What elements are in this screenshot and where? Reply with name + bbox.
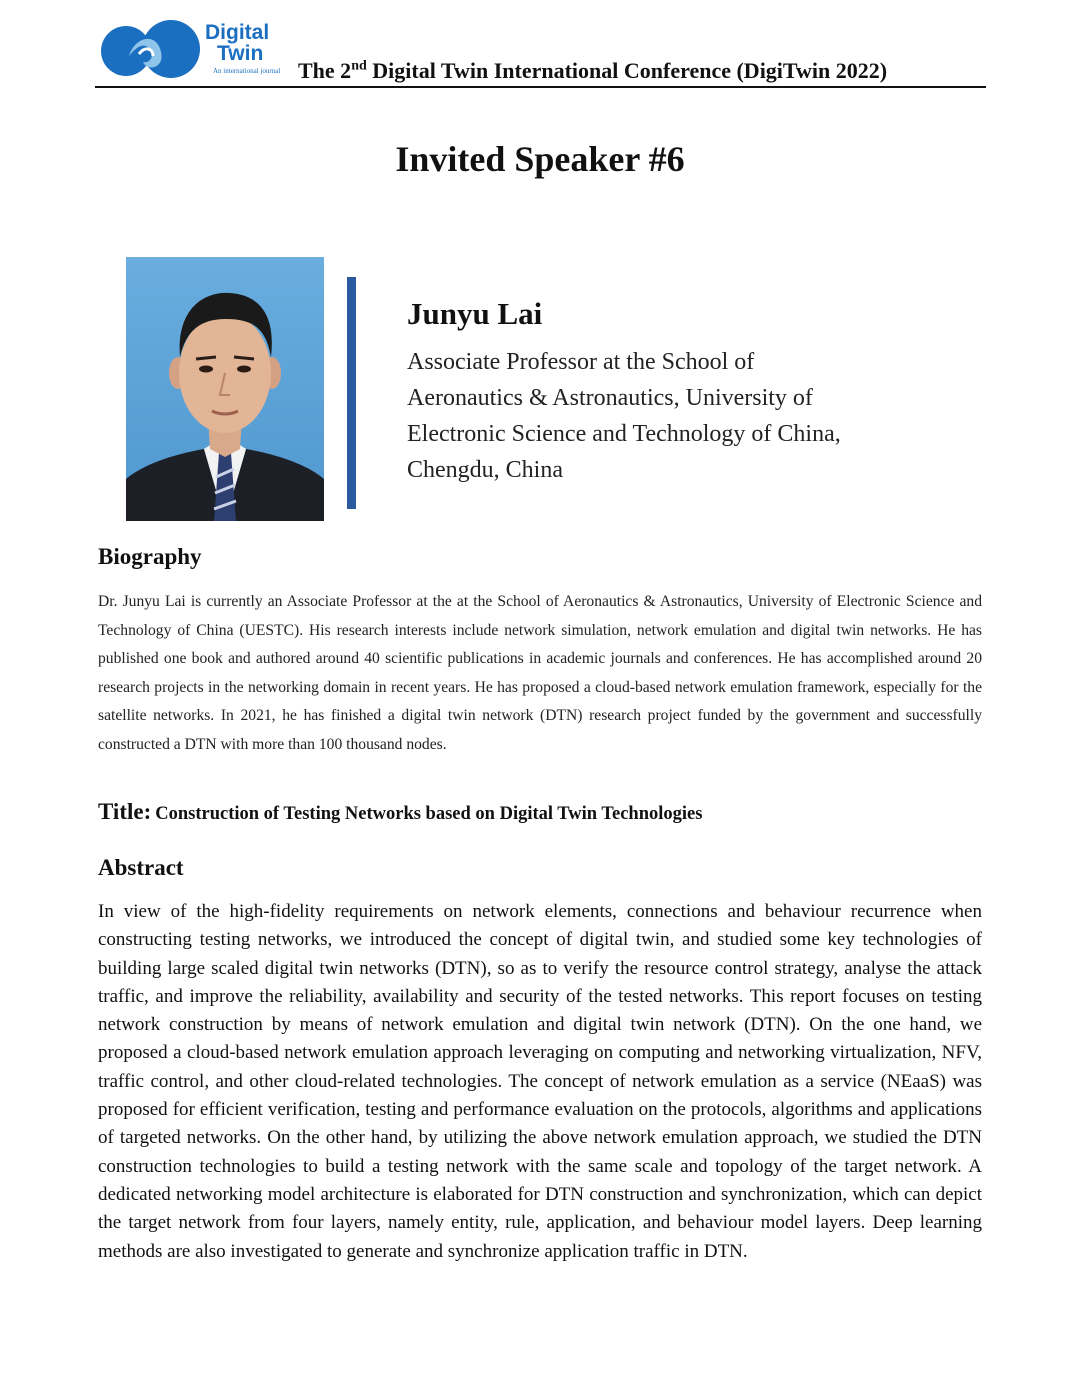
digital-twin-logo-icon [99,18,205,80]
talk-title-text: Construction of Testing Networks based on Digital Twin Technologies [155,804,703,824]
conference-title-prefix: The 2 [298,58,352,83]
page-title: Invited Speaker #6 [395,139,685,179]
affiliation-line: Electronic Science and Technology of China, [407,421,841,447]
biography-heading: Biography [98,544,202,569]
abstract-heading: Abstract [98,855,184,880]
header-divider [95,86,986,88]
speaker-portrait-icon [126,257,324,521]
speaker-affiliation [407,344,927,488]
conference-ordinal-suffix: nd [351,58,367,74]
logo-tagline: An international journal [213,67,281,75]
logo-word-digital: Digital [205,21,270,44]
conference-title-suffix: Digital Twin International Conference (DigiTwin 2022) [366,58,888,83]
conference-title [298,58,887,84]
abstract-text: In view of the high-fidelity requirements on network elements, connections and behaviour recurrence when constructing testing networks, we introduced the concept of digital twin, and studied some key technologies of building large scaled digital twin networks (DTN), so as to verify the resource control strategy, analyse the attack traffic, and improve the reliability, availability and security of the tested networks. This report focuses on testing network construction by means of network emulation and digital twin network (DTN). On the one hand, we proposed a cloud-based network emulation approach leveraging on computing and networking virtualization, NFV, traffic control, and other cloud-related technologies. The concept of network emulation as a service (NEaaS) was proposed for efficient verification, testing and performance evaluation on the protocols, algorithms and applications of targeted networks. On the other hand, by utilizing the above network emulation approach, we studied the DTN construction technologies to build a testing network with the same scale and topology of the target network. A dedicated networking model architecture is elaborated for DTN construction and synchronization, which can depict the target network from four layers, namely entity, rule, application, and behaviour model layers. Deep learning methods are also investigated to generate and synchronize application traffic in DTN. [98,901,982,1262]
speaker-name: Junyu Lai [407,296,543,331]
talk-title [98,799,702,825]
journal-logo [99,14,289,80]
affiliation-line: Associate Professor at the School of [407,349,755,375]
talk-title-label: Title: [98,799,152,824]
logo-word-twin: Twin [217,42,264,65]
biography-text: Dr. Junyu Lai is currently an Associate Professor at the at the School of Aeronautics & Astronautics, University of Electronic Science and Technology of China (UESTC). His research interests include network simulation, network emulation and digital twin networks. He has published one book and authored around 40 scientific publications in academic journals and conferences. He has accomplished around 20 research projects in the networking domain in recent years. He has proposed a cloud-based network emulation framework, especially for the satellite networks. In 2021, he has finished a digital twin network (DTN) research project funded by the government and successfully constructed a DTN with more than 100 thousand nodes. [98,593,982,753]
affiliation-line: Aeronautics & Astronautics, University of [407,385,813,411]
affiliation-line: Chengdu, China [407,457,563,483]
accent-bar [347,277,356,509]
speaker-photo [126,257,324,521]
